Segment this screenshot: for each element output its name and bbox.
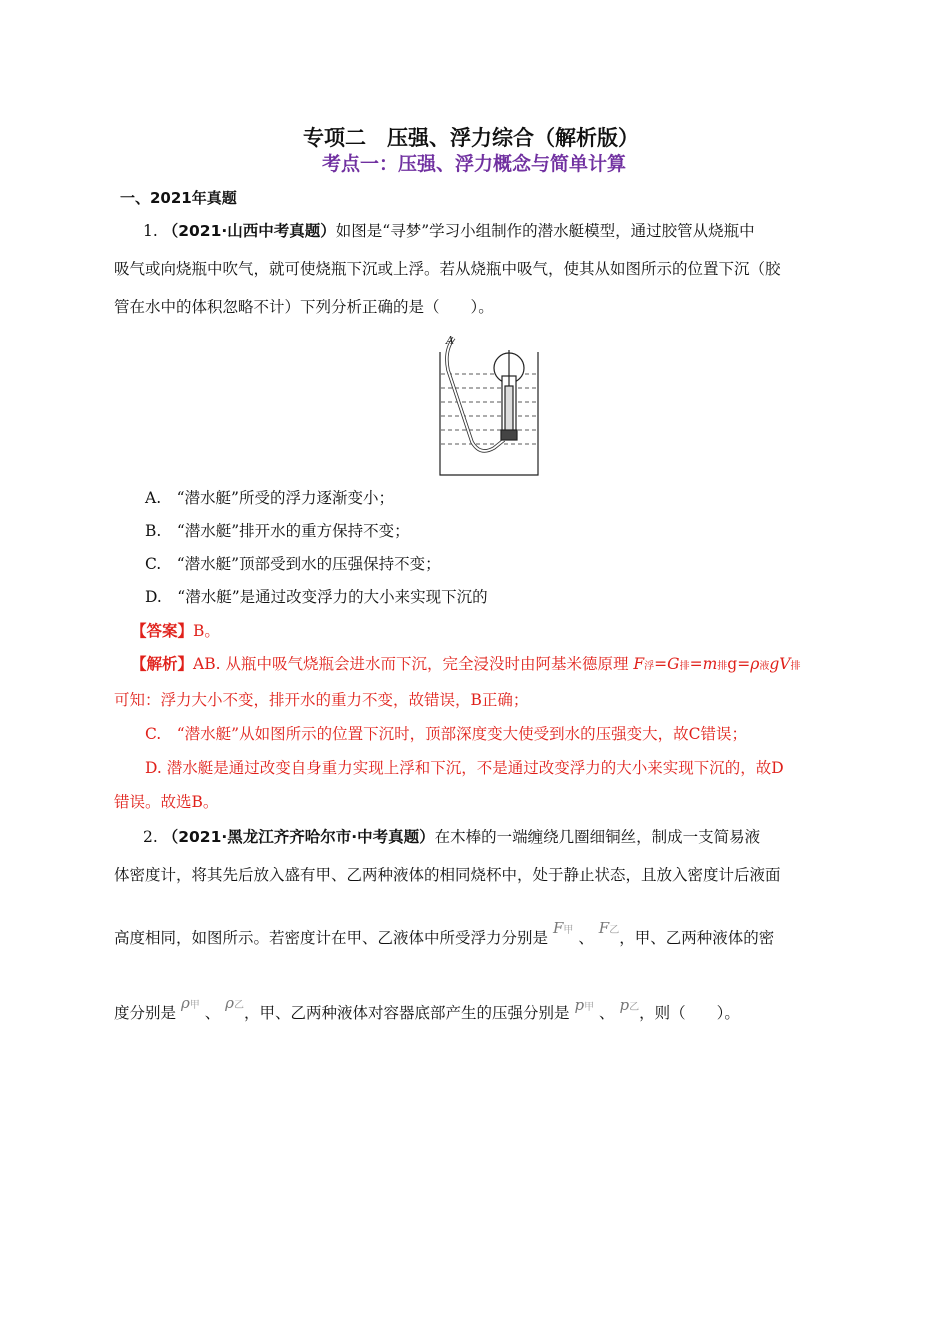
q1-text1: 如图是“寻梦”学习小组制作的潜水艇模型，通过胶管从烧瓶中	[335, 222, 755, 240]
page-title: 专项二 压强、浮力综合（解析版）	[303, 126, 639, 150]
analysis-tag: 【解析】	[131, 655, 194, 673]
q1-number: 1.	[143, 222, 158, 240]
q2-line2: 体密度计，将其先后放入盛有甲、乙两种液体的相同烧杯中，处于静止状态，且放入密度计后液面	[114, 866, 781, 884]
q2-line1	[143, 827, 760, 847]
q2-text1: 在木棒的一端缠绕几圈细铜丝，制成一支简易液	[434, 828, 761, 846]
section-heading: 一、2021年真题	[120, 189, 237, 207]
q1-source: （2021·山西中考真题）	[162, 222, 336, 240]
q1-analysis-line1	[131, 654, 800, 677]
q1-option-c: C. “潜水艇”顶部受到水的压强保持不变；	[145, 555, 441, 573]
q2-number: 2.	[143, 828, 158, 846]
answer-value: B。	[193, 622, 220, 640]
figure-label-a: A	[446, 334, 454, 347]
q1-analysis-line5: 错误。故选B。	[114, 793, 219, 811]
q1-analysis-line3: C. “潜水艇”从如图所示的位置下沉时，顶部深度变大使受到水的压强变大，故C错误；	[145, 725, 747, 743]
page-subtitle: 考点一：压强、浮力概念与简单计算	[322, 153, 627, 175]
q1-option-d: D. “潜水艇”是通过改变浮力的大小来实现下沉的	[145, 588, 488, 606]
answer-tag: 【答案】	[131, 622, 194, 640]
q1-option-a: A. “潜水艇”所受的浮力逐渐变小；	[145, 489, 394, 507]
q1-analysis-line2: 可知：浮力大小不变，排开水的重力不变，故错误，B正确；	[114, 691, 529, 709]
analysis-text1: AB. 从瓶中吸气烧瓶会进水而下沉，完全浸没时由阿基米德原理	[193, 655, 629, 673]
q1-answer	[131, 621, 220, 641]
q2-line3: 高度相同，如图所示。若密度计在甲、乙液体中所受浮力分别是 F甲 、 F乙，甲、乙两种液体的密	[114, 919, 775, 947]
q1-analysis-line4: D. 潜水艇是通过改变自身重力实现上浮和下沉，不是通过改变浮力的大小来实现下沉的，故D	[145, 759, 784, 777]
q1-line1	[143, 221, 755, 241]
q1-option-b: B. “潜水艇”排开水的重方保持不变；	[145, 522, 410, 540]
q2-line4: 度分别是 ρ甲 、 ρ乙，甲、乙两种液体对容器底部产生的压强分别是 p甲 、 p乙，则（ ）。	[114, 994, 740, 1022]
buoyancy-formula: F浮=G排=m排g=ρ液gV排	[633, 655, 801, 673]
q1-line2: 吸气或向烧瓶中吹气，就可使烧瓶下沉或上浮。若从烧瓶中吸气，使其从如图所示的位置下沉（胶	[114, 260, 781, 278]
q1-line3: 管在水中的体积忽略不计）下列分析正确的是（ ）。	[114, 298, 494, 316]
submarine-model-figure	[430, 330, 545, 478]
q2-source: （2021·黑龙江齐齐哈尔市·中考真题）	[162, 828, 435, 846]
